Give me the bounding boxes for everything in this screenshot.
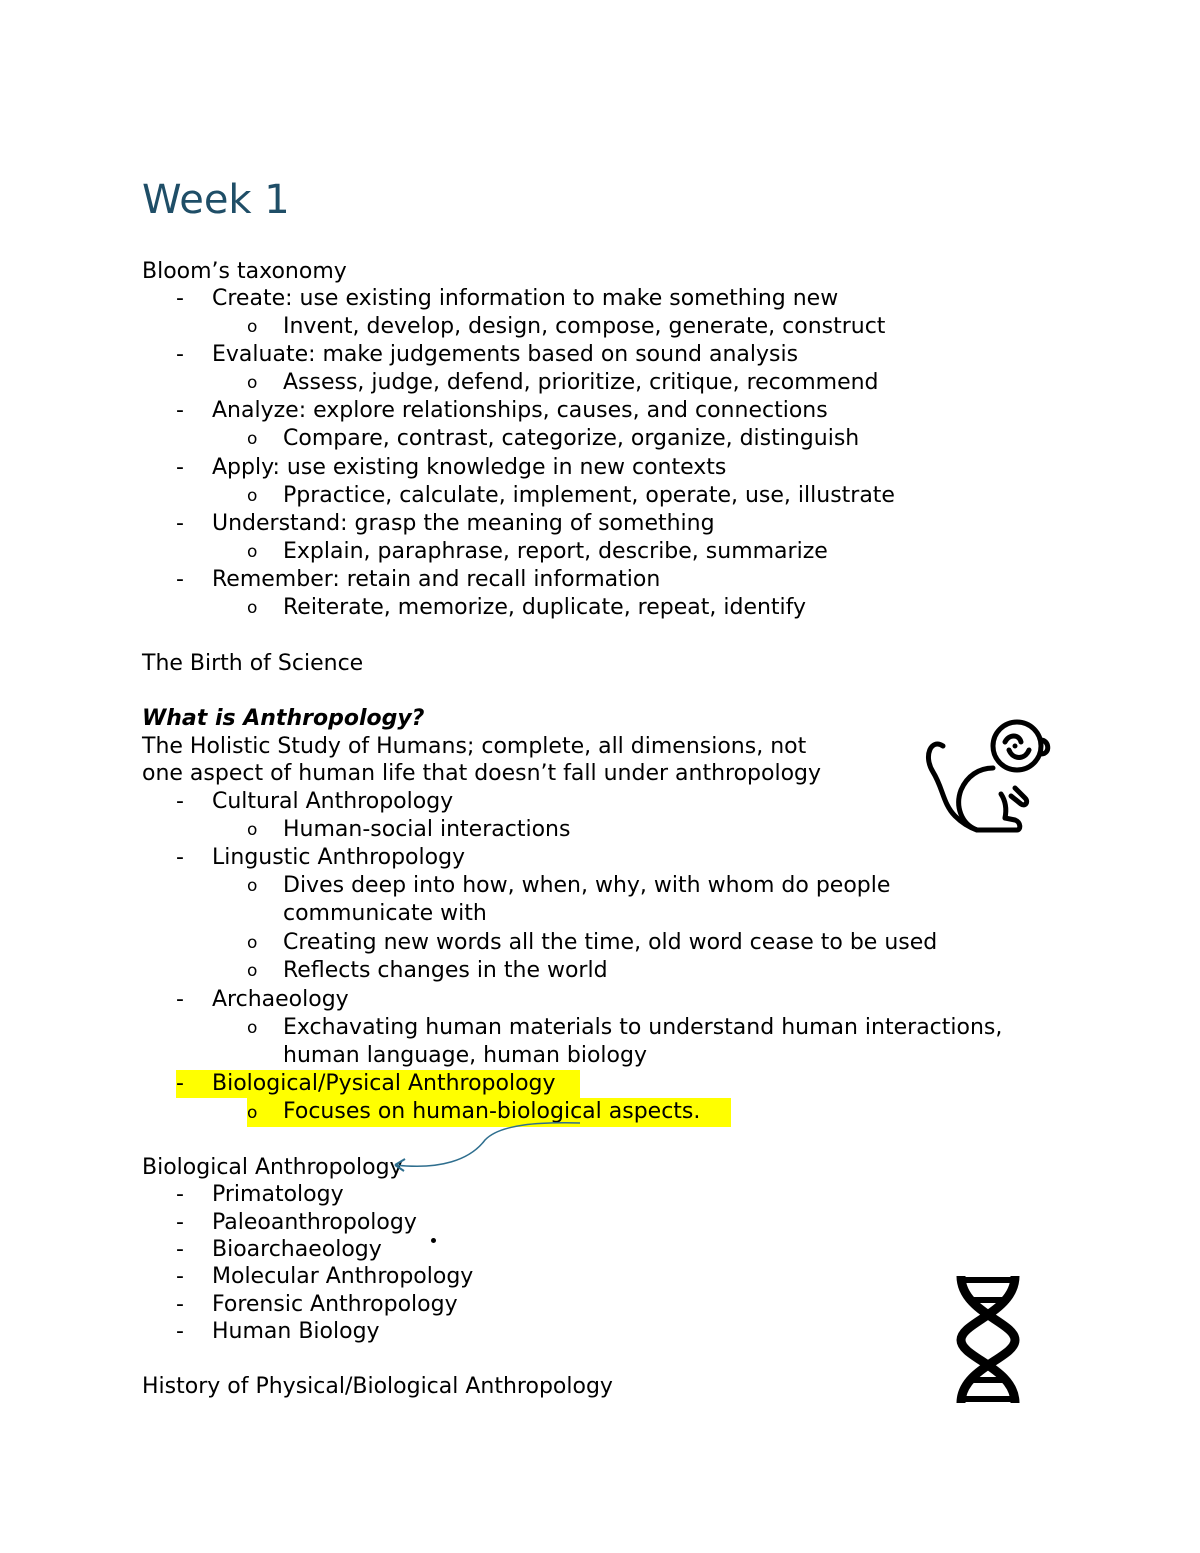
anthro-sub-linguistic-3: Reflects changes in the world [283,958,608,983]
anthro-sub-linguistic-1-line2: communicate with [283,901,487,926]
anthro-sub-linguistic-1-line1: Dives deep into how, when, why, with whom do people [283,873,891,898]
blooms-item-evaluate: Evaluate: make judgements based on sound analysis [212,342,799,367]
bio-item-bioarchaeology: Bioarchaeology [212,1237,382,1262]
blooms-sub-evaluate: Assess, judge, defend, prioritize, critique, recommend [283,370,879,395]
monkey-icon [925,712,1055,842]
dash-bullet: - [176,398,184,423]
bio-item-human-biology: Human Biology [212,1319,380,1344]
anthro-sub-archaeology-line2: human language, human biology [283,1043,647,1068]
section-heading-anthropology: What is Anthropology? [142,706,425,731]
dash-bullet: - [176,1210,184,1235]
bio-item-paleoanthropology: Paleoanthropology [212,1210,417,1235]
blooms-item-understand: Understand: grasp the meaning of something [212,511,715,536]
blooms-heading: Bloom’s taxonomy [142,259,347,284]
circle-bullet: o [247,373,258,393]
blooms-item-remember: Remember: retain and recall information [212,567,661,592]
section-heading-biological-anthropology: Biological Anthropology [142,1155,403,1180]
dash-bullet: - [176,1264,184,1289]
circle-bullet: o [247,542,258,562]
circle-bullet: o [247,1018,258,1038]
bio-item-forensic: Forensic Anthropology [212,1292,458,1317]
dash-bullet: - [176,1071,184,1096]
circle-bullet: o [247,598,258,618]
blooms-item-apply: Apply: use existing knowledge in new contexts [212,455,727,480]
blooms-sub-remember: Reiterate, memorize, duplicate, repeat, identify [283,595,807,620]
dash-bullet: - [176,1182,184,1207]
anthro-item-linguistic: Lingustic Anthropology [212,845,466,870]
circle-bullet: o [247,429,258,449]
blooms-item-analyze: Analyze: explore relationships, causes, and connections [212,398,828,423]
dash-bullet: - [176,286,184,311]
anthro-item-biological: Biological/Pysical Anthropology [212,1071,556,1096]
blooms-item-create: Create: use existing information to make something new [212,286,839,311]
bio-item-molecular: Molecular Anthropology [212,1264,474,1289]
dash-bullet: - [176,987,184,1012]
dash-bullet: - [176,1292,184,1317]
circle-bullet: o [247,961,258,981]
dash-bullet: - [176,1237,184,1262]
bio-item-primatology: Primatology [212,1182,344,1207]
dash-bullet: - [176,1319,184,1344]
blooms-sub-understand: Explain, paraphrase, report, describe, summarize [283,539,828,564]
circle-bullet: o [247,317,258,337]
dash-bullet: - [176,455,184,480]
anthro-sub-biological: Focuses on human-biological aspects. [283,1099,701,1124]
anthro-sub-linguistic-2: Creating new words all the time, old word cease to be used [283,930,938,955]
dash-bullet: - [176,845,184,870]
circle-bullet: o [247,820,258,840]
blooms-sub-analyze: Compare, contrast, categorize, organize, distinguish [283,426,860,451]
anthro-item-cultural: Cultural Anthropology [212,789,454,814]
dash-bullet: - [176,567,184,592]
anthro-item-archaeology: Archaeology [212,987,349,1012]
circle-bullet: o [247,486,258,506]
circle-bullet: o [247,876,258,896]
anthropology-description-line2: one aspect of human life that doesn’t fall under anthropology [142,761,822,786]
anthro-sub-cultural: Human-social interactions [283,817,571,842]
anthro-sub-archaeology-line1: Exchavating human materials to understand human interactions, [283,1015,1003,1040]
circle-bullet: o [247,1103,258,1123]
section-heading-history: History of Physical/Biological Anthropology [142,1374,613,1399]
dna-icon [953,1272,1023,1407]
dash-bullet: - [176,789,184,814]
dash-bullet: - [176,511,184,536]
dash-bullet: - [176,342,184,367]
section-heading-birth-of-science: The Birth of Science [142,651,364,676]
stray-dot [431,1238,436,1243]
circle-bullet: o [247,933,258,953]
blooms-sub-create: Invent, develop, design, compose, generate, construct [283,314,886,339]
blooms-sub-apply: Ppractice, calculate, implement, operate, use, illustrate [283,483,895,508]
page-title: Week 1 [142,177,290,223]
anthropology-description-line1: The Holistic Study of Humans; complete, all dimensions, not [142,734,807,759]
